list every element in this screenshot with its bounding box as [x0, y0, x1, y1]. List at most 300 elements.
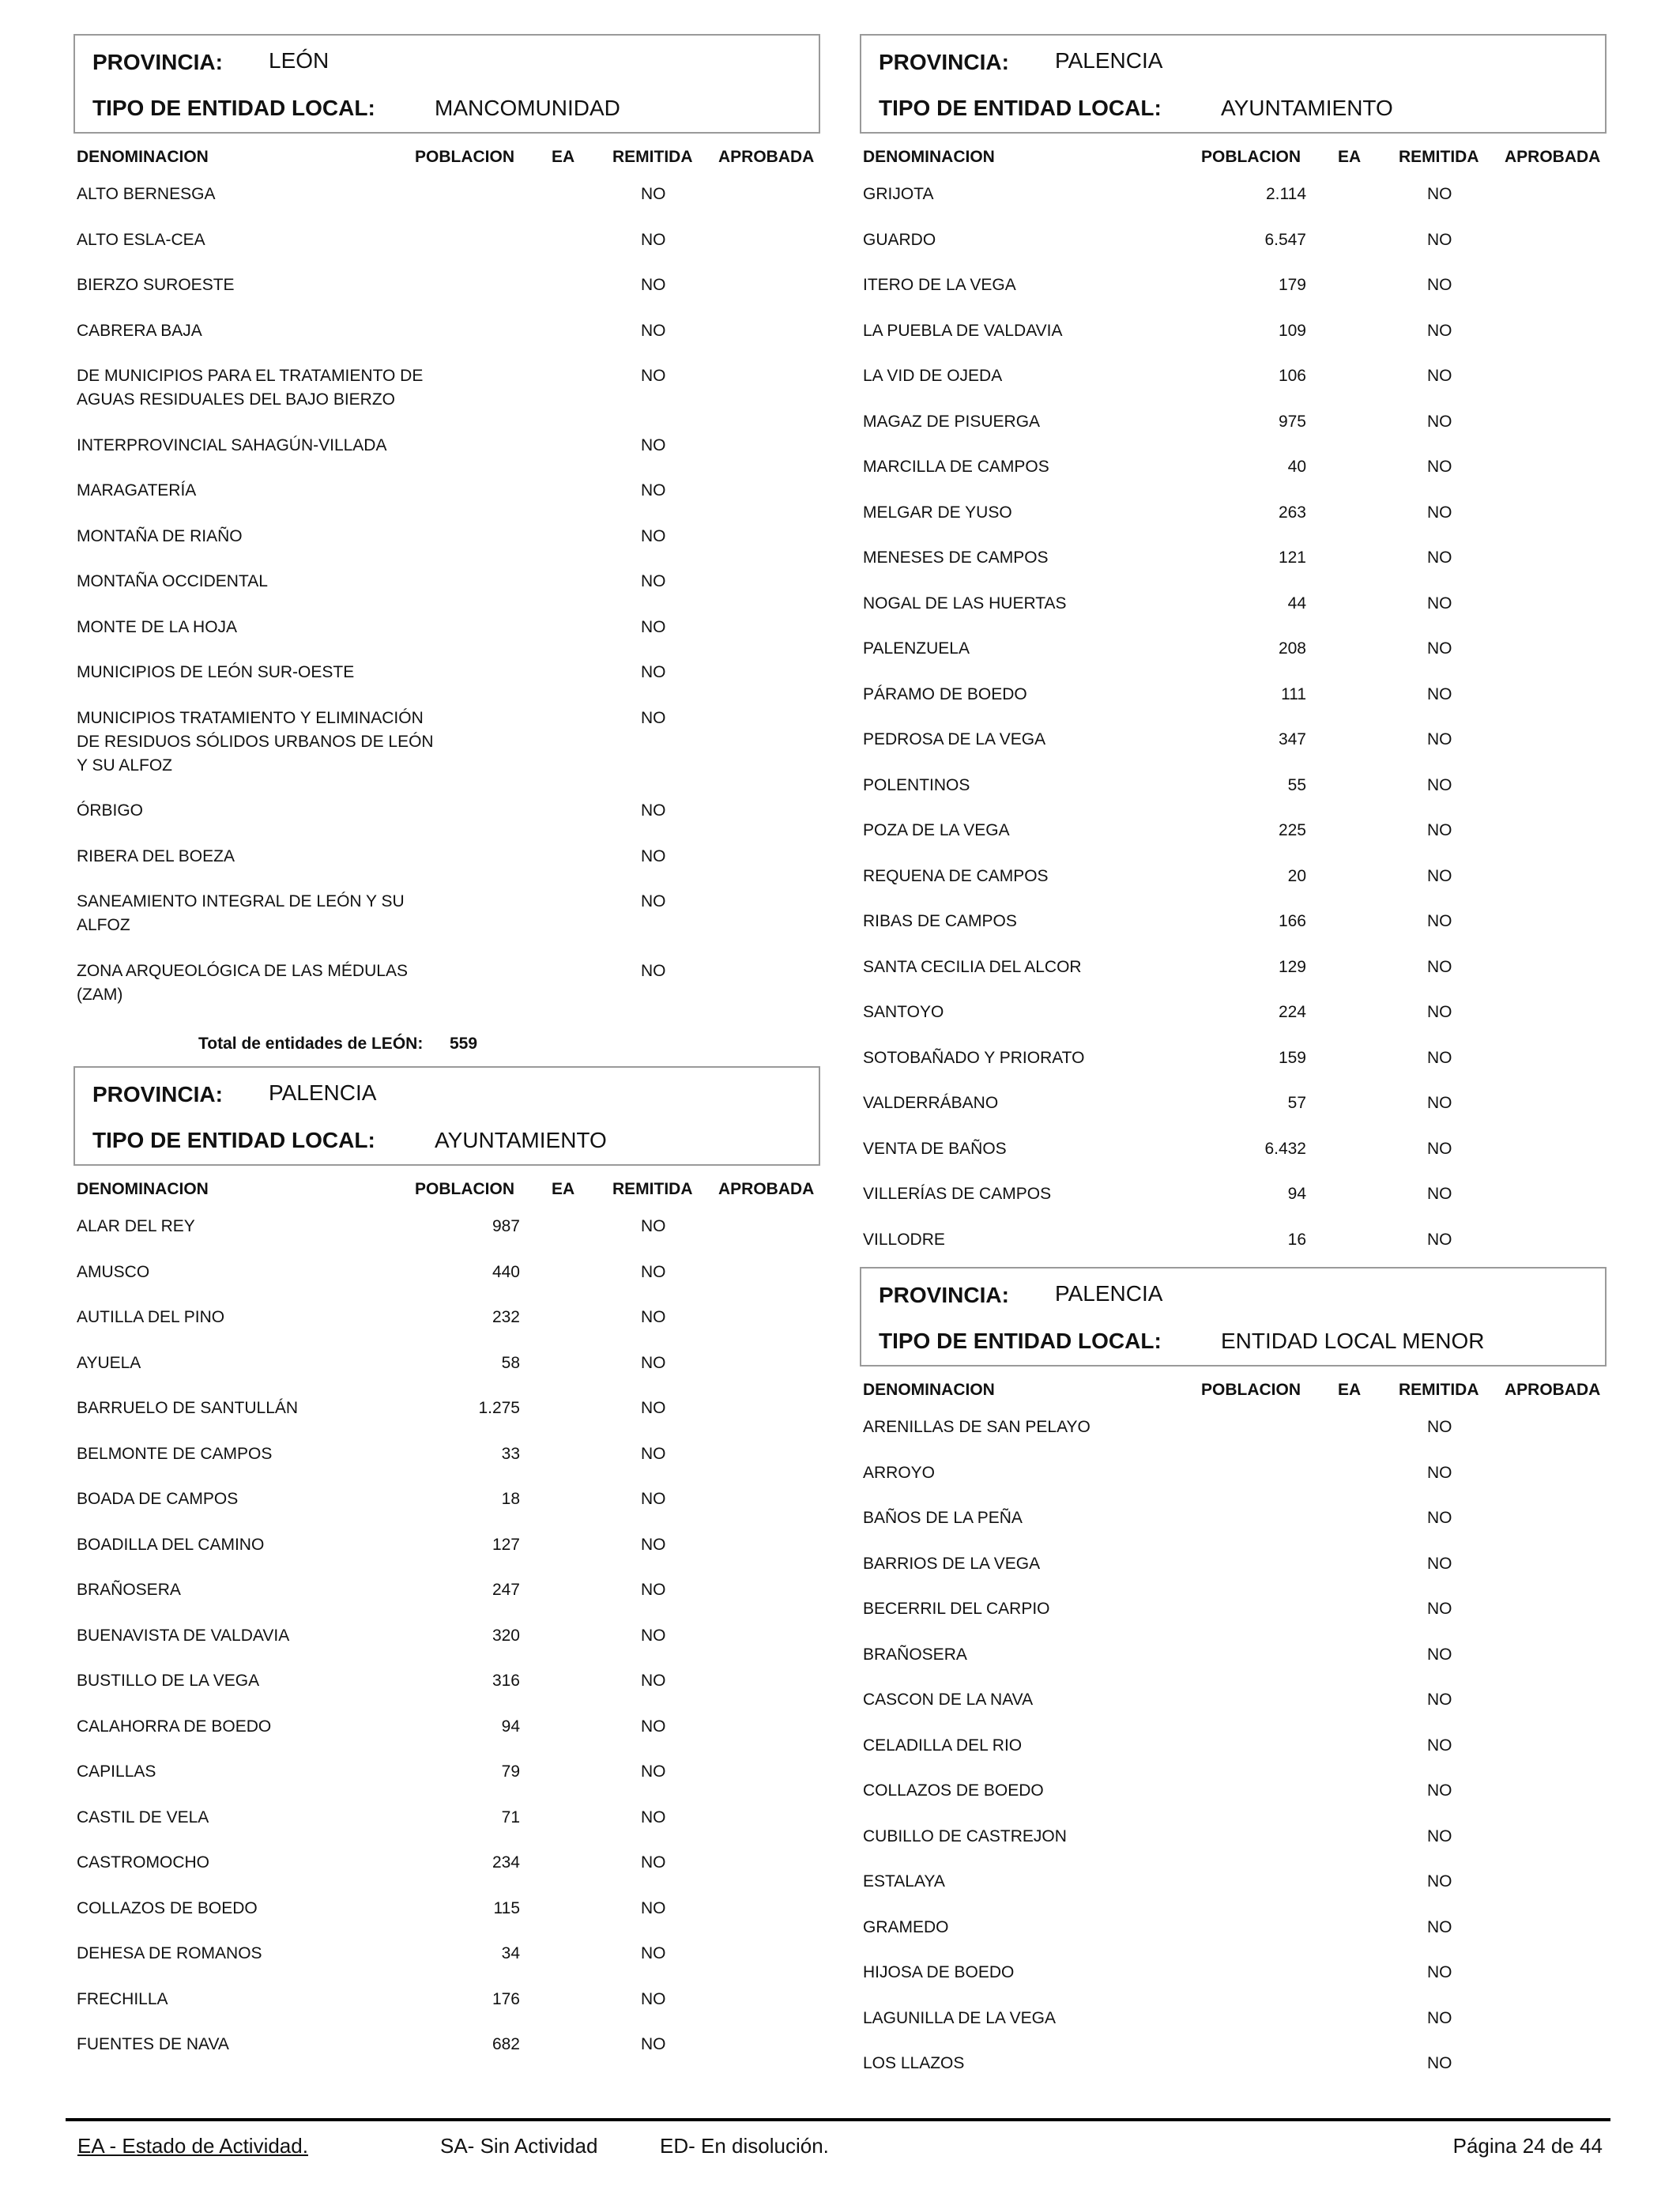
row-poblacion: 224 [1278, 1003, 1306, 1021]
table-row [73, 1891, 820, 1936]
row-remitida: NO [641, 1217, 666, 1235]
table-row [73, 1299, 820, 1345]
table-row [73, 267, 820, 313]
table-row [73, 564, 820, 609]
row-poblacion: 320 [492, 1626, 520, 1645]
table-row [73, 1390, 820, 1436]
row-denominacion: MENESES DE CAMPOS [863, 548, 1049, 567]
row-remitida: NO [1427, 185, 1452, 203]
row-denominacion: BIERZO SUROESTE [77, 276, 235, 294]
row-denominacion: DE MUNICIPIOS PARA EL TRATAMIENTO DE AGUAS RESIDUALES DEL BAJO BIERZO [77, 367, 424, 409]
table-row [860, 1819, 1607, 1864]
table-row [860, 1546, 1607, 1592]
row-poblacion: 106 [1278, 367, 1306, 385]
table-row [73, 1481, 820, 1527]
row-poblacion: 225 [1278, 821, 1306, 839]
table-row [860, 586, 1607, 631]
row-denominacion: CASCON DE LA NAVA [863, 1691, 1034, 1709]
row-remitida: NO [641, 185, 666, 203]
row-poblacion: 94 [501, 1717, 520, 1736]
row-remitida: NO [1427, 1554, 1452, 1573]
row-poblacion: 40 [1287, 458, 1306, 476]
table-row [860, 1682, 1607, 1728]
row-denominacion: BARRIOS DE LA VEGA [863, 1554, 1041, 1573]
row-denominacion: PALENZUELA [863, 639, 970, 658]
row-remitida: NO [641, 1717, 666, 1736]
table-row [73, 1800, 820, 1845]
row-denominacion: ARENILLAS DE SAN PELAYO [863, 1418, 1090, 1436]
table-row [73, 1709, 820, 1755]
header-remitida: REMITIDA [1399, 1381, 1479, 1399]
table-row [860, 1500, 1607, 1546]
row-remitida: NO [1427, 230, 1452, 249]
table-row [860, 404, 1607, 450]
row-denominacion: LA PUEBLA DE VALDAVIA [863, 321, 1063, 340]
table-row [73, 1527, 820, 1573]
row-remitida: NO [641, 481, 666, 499]
row-remitida: NO [641, 1898, 666, 1917]
row-denominacion: ZONA ARQUEOLÓGICA DE LAS MÉDULAS (ZAM) [77, 961, 408, 1004]
row-remitida: NO [641, 1490, 666, 1508]
row-remitida: NO [1427, 1230, 1452, 1249]
row-denominacion: ALTO BERNESGA [77, 185, 216, 203]
row-poblacion: 111 [1281, 684, 1306, 703]
row-denominacion: INTERPROVINCIAL SAHAGÚN-VILLADA [77, 435, 387, 454]
row-remitida: NO [1427, 276, 1452, 294]
row-poblacion: 208 [1278, 639, 1306, 658]
row-denominacion: BELMONTE DE CAMPOS [77, 1444, 273, 1463]
footer-divider [66, 2118, 1610, 2121]
table-row [860, 1040, 1607, 1086]
provincia-value: PALENCIA [1055, 1281, 1163, 1306]
row-remitida: NO [641, 1762, 666, 1781]
header-aprobada: APROBADA [1505, 148, 1601, 166]
table-header [860, 1367, 1607, 1409]
row-denominacion: POZA DE LA VEGA [863, 821, 1010, 839]
header-denominacion: DENOMINACION [863, 148, 995, 166]
table-row [860, 767, 1607, 813]
header-ea: EA [552, 1180, 575, 1198]
row-remitida: NO [1427, 1094, 1452, 1112]
row-remitida: NO [1427, 1509, 1452, 1527]
row-denominacion: AUTILLA DEL PINO [77, 1308, 225, 1326]
row-denominacion: MAGAZ DE PISUERGA [863, 412, 1041, 431]
row-remitida: NO [641, 1535, 666, 1554]
row-denominacion: LOS LLAZOS [863, 2054, 965, 2072]
row-poblacion: 57 [1287, 1094, 1306, 1112]
province-box [860, 34, 1607, 134]
row-denominacion: REQUENA DE CAMPOS [863, 866, 1049, 885]
table-body [73, 1208, 820, 2072]
provincia-label: PROVINCIA: [879, 1283, 1009, 1307]
header-remitida: REMITIDA [612, 1180, 693, 1198]
table-row [73, 473, 820, 518]
row-poblacion: 440 [492, 1262, 520, 1281]
header-ea: EA [1338, 1381, 1362, 1399]
row-remitida: NO [1427, 1600, 1452, 1618]
row-remitida: NO [1427, 730, 1452, 748]
right-column [860, 34, 1607, 2091]
total-row [73, 1022, 820, 1066]
table-row [860, 1222, 1607, 1268]
row-remitida: NO [1427, 321, 1452, 340]
row-denominacion: MONTAÑA DE RIAÑO [77, 526, 243, 545]
row-remitida: NO [1427, 1691, 1452, 1709]
row-denominacion: SANTOYO [863, 1003, 944, 1021]
row-remitida: NO [641, 801, 666, 820]
row-poblacion: 44 [1287, 594, 1306, 613]
row-poblacion: 6.432 [1264, 1139, 1306, 1158]
row-denominacion: CASTROMOCHO [77, 1853, 209, 1872]
row-poblacion: 20 [1287, 866, 1306, 885]
table-row [860, 1176, 1607, 1222]
row-poblacion: 234 [492, 1853, 520, 1872]
row-denominacion: BUENAVISTA DE VALDAVIA [77, 1626, 290, 1645]
row-denominacion: SANEAMIENTO INTEGRAL DE LEÓN Y SU ALFOZ [77, 892, 405, 934]
row-denominacion: BRAÑOSERA [863, 1645, 967, 1664]
row-denominacion: BOADA DE CAMPOS [77, 1490, 239, 1508]
table-row [860, 1773, 1607, 1819]
table-row [73, 2026, 820, 2072]
province-box [73, 1066, 820, 1166]
row-remitida: NO [641, 663, 666, 681]
row-remitida: NO [1427, 412, 1452, 431]
row-poblacion: 121 [1278, 548, 1306, 567]
row-remitida: NO [641, 1353, 666, 1372]
table-row [73, 358, 820, 428]
row-denominacion: ITERO DE LA VEGA [863, 276, 1016, 294]
row-denominacion: COLLAZOS DE BOEDO [77, 1898, 258, 1917]
row-denominacion: GRIJOTA [863, 185, 934, 203]
row-remitida: NO [1427, 775, 1452, 794]
row-remitida: NO [641, 435, 666, 454]
row-denominacion: SOTOBAÑADO Y PRIORATO [863, 1048, 1085, 1067]
row-remitida: NO [641, 1944, 666, 1962]
row-remitida: NO [1427, 1826, 1452, 1845]
table-row [73, 839, 820, 884]
table-row [860, 722, 1607, 767]
table-row [860, 222, 1607, 268]
table-row [73, 1754, 820, 1800]
table-body [73, 176, 820, 1022]
row-denominacion: BARRUELO DE SANTULLÁN [77, 1399, 299, 1417]
row-denominacion: MELGAR DE YUSO [863, 503, 1012, 522]
tipo-label: TIPO DE ENTIDAD LOCAL: [879, 96, 1162, 120]
row-poblacion: 316 [492, 1672, 520, 1690]
section-leon-mancomunidad [73, 34, 820, 1066]
row-denominacion: VENTA DE BAÑOS [863, 1139, 1007, 1158]
table-row [73, 1572, 820, 1618]
row-poblacion: 6.547 [1264, 230, 1306, 249]
row-poblacion: 109 [1278, 321, 1306, 340]
row-remitida: NO [1427, 912, 1452, 930]
table-row [73, 609, 820, 655]
row-denominacion: MONTAÑA OCCIDENTAL [77, 572, 268, 590]
row-denominacion: BUSTILLO DE LA VEGA [77, 1672, 260, 1690]
row-denominacion: CALAHORRA DE BOEDO [77, 1717, 272, 1736]
row-remitida: NO [641, 1581, 666, 1599]
row-remitida: NO [641, 1262, 666, 1281]
header-ea: EA [1338, 148, 1362, 166]
header-denominacion: DENOMINACION [77, 148, 209, 166]
table-row [860, 267, 1607, 313]
table-row [860, 1637, 1607, 1683]
row-denominacion: BECERRIL DEL CARPIO [863, 1600, 1050, 1618]
row-denominacion: ÓRBIGO [77, 801, 144, 820]
row-remitida: NO [1427, 821, 1452, 839]
row-remitida: NO [1427, 684, 1452, 703]
provincia-label: PROVINCIA: [92, 50, 223, 74]
row-denominacion: FUENTES DE NAVA [77, 2035, 229, 2053]
row-poblacion: 58 [501, 1353, 520, 1372]
row-poblacion: 115 [493, 1898, 520, 1917]
footer-sa-legend: SA- Sin Actividad [440, 2134, 598, 2158]
row-poblacion: 94 [1287, 1185, 1306, 1203]
header-ea: EA [552, 148, 575, 166]
province-box [860, 1267, 1607, 1367]
row-remitida: NO [1427, 1645, 1452, 1664]
row-poblacion: 79 [501, 1762, 520, 1781]
table-row [860, 1909, 1607, 1955]
table-row [860, 1955, 1607, 2000]
row-remitida: NO [1427, 594, 1452, 613]
table-row [73, 176, 820, 222]
row-denominacion: CELADILLA DEL RIO [863, 1736, 1023, 1755]
row-denominacion: COLLAZOS DE BOEDO [863, 1781, 1044, 1800]
section-palencia-ayuntamiento-left [73, 1066, 820, 2072]
tipo-label: TIPO DE ENTIDAD LOCAL: [92, 96, 375, 120]
row-poblacion: 33 [501, 1444, 520, 1463]
row-remitida: NO [1427, 957, 1452, 976]
row-denominacion: VILLERÍAS DE CAMPOS [863, 1185, 1052, 1203]
row-remitida: NO [1427, 1963, 1452, 1981]
row-remitida: NO [641, 846, 666, 865]
provincia-value: LEÓN [269, 48, 330, 73]
table-row [73, 953, 820, 1023]
table-body [860, 1409, 1607, 2091]
header-remitida: REMITIDA [1399, 148, 1479, 166]
row-remitida: NO [1427, 1048, 1452, 1067]
row-poblacion: 55 [1287, 775, 1306, 794]
table-row [860, 540, 1607, 586]
table-header [73, 1166, 820, 1208]
header-remitida: REMITIDA [612, 148, 693, 166]
table-row [860, 677, 1607, 722]
table-row [860, 1728, 1607, 1774]
table-row [73, 1208, 820, 1254]
row-remitida: NO [1427, 367, 1452, 385]
table-row [73, 222, 820, 268]
provincia-label: PROVINCIA: [92, 1082, 223, 1106]
section-palencia-entidad-local-menor [860, 1267, 1607, 2091]
table-header [860, 134, 1607, 176]
row-denominacion: BRAÑOSERA [77, 1581, 181, 1599]
row-remitida: NO [1427, 1185, 1452, 1203]
row-denominacion: RIBAS DE CAMPOS [863, 912, 1017, 930]
row-denominacion: ESTALAYA [863, 1872, 945, 1891]
row-denominacion: GUARDO [863, 230, 936, 249]
row-remitida: NO [1427, 458, 1452, 476]
header-denominacion: DENOMINACION [863, 1381, 995, 1399]
row-denominacion: CASTIL DE VELA [77, 1808, 209, 1826]
row-denominacion: FRECHILLA [77, 1989, 168, 2008]
provincia-value: PALENCIA [269, 1080, 377, 1105]
row-denominacion: POLENTINOS [863, 775, 970, 794]
row-denominacion: ARROYO [863, 1463, 936, 1482]
row-denominacion: GRAMEDO [863, 1917, 949, 1936]
row-remitida: NO [641, 1672, 666, 1690]
table-row [860, 358, 1607, 404]
tipo-label: TIPO DE ENTIDAD LOCAL: [879, 1329, 1162, 1353]
row-poblacion: 176 [492, 1989, 520, 2008]
header-denominacion: DENOMINACION [77, 1180, 209, 1198]
table-row [860, 176, 1607, 222]
row-denominacion: ALTO ESLA-CEA [77, 230, 205, 249]
row-poblacion: 682 [492, 2035, 520, 2053]
row-remitida: NO [1427, 1781, 1452, 1800]
row-remitida: NO [641, 572, 666, 590]
row-denominacion: CABRERA BAJA [77, 321, 202, 340]
row-poblacion: 2.114 [1266, 185, 1306, 203]
row-denominacion: MARCILLA DE CAMPOS [863, 458, 1049, 476]
header-poblacion: POBLACION [1201, 1381, 1301, 1399]
row-denominacion: MARAGATERÍA [77, 481, 197, 499]
header-poblacion: POBLACION [415, 1180, 514, 1198]
table-row [73, 654, 820, 700]
row-denominacion: LAGUNILLA DE LA VEGA [863, 2008, 1056, 2027]
page-number: Página 24 de 44 [1452, 2134, 1603, 2158]
table-row [860, 1085, 1607, 1131]
tipo-label: TIPO DE ENTIDAD LOCAL: [92, 1128, 375, 1152]
province-box [73, 34, 820, 134]
row-remitida: NO [641, 1308, 666, 1326]
table-row [73, 1436, 820, 1482]
row-denominacion: LA VID DE OJEDA [863, 367, 1003, 385]
row-poblacion: 127 [492, 1535, 520, 1554]
row-remitida: NO [641, 1626, 666, 1645]
table-row [860, 903, 1607, 949]
row-denominacion: HIJOSA DE BOEDO [863, 1963, 1015, 1981]
tipo-value: ENTIDAD LOCAL MENOR [1221, 1329, 1485, 1353]
header-poblacion: POBLACION [415, 148, 514, 166]
table-row [73, 1981, 820, 2027]
row-remitida: NO [641, 1853, 666, 1872]
row-poblacion: 987 [492, 1217, 520, 1235]
row-remitida: NO [1427, 866, 1452, 885]
table-row [860, 1455, 1607, 1501]
row-remitida: NO [1427, 1139, 1452, 1158]
tipo-value: AYUNTAMIENTO [1221, 96, 1393, 120]
header-aprobada: APROBADA [718, 148, 815, 166]
row-remitida: NO [641, 961, 666, 980]
table-row [860, 495, 1607, 541]
footer-ea-legend: EA - Estado de Actividad. [77, 2134, 308, 2158]
row-poblacion: 16 [1287, 1230, 1306, 1249]
row-denominacion: MONTE DE LA HOJA [77, 617, 238, 636]
table-row [860, 858, 1607, 904]
row-remitida: NO [1427, 548, 1452, 567]
row-remitida: NO [1427, 1003, 1452, 1021]
row-poblacion: 179 [1278, 276, 1306, 294]
table-row [860, 1591, 1607, 1637]
footer-ed-legend: ED- En disolución. [660, 2134, 829, 2158]
row-remitida: NO [641, 1989, 666, 2008]
row-remitida: NO [641, 321, 666, 340]
row-denominacion: ALAR DEL REY [77, 1217, 195, 1235]
row-poblacion: 34 [501, 1944, 520, 1962]
table-row [73, 518, 820, 564]
row-denominacion: MUNICIPIOS DE LEÓN SUR-OESTE [77, 663, 355, 681]
row-remitida: NO [641, 526, 666, 545]
table-row [860, 1409, 1607, 1455]
table-row [860, 994, 1607, 1040]
total-value: 559 [450, 1035, 478, 1053]
row-remitida: NO [641, 230, 666, 249]
section-palencia-ayuntamiento-right [860, 34, 1607, 1267]
row-denominacion: VALDERRÁBANO [863, 1094, 999, 1112]
row-poblacion: 1.275 [478, 1399, 520, 1417]
row-poblacion: 129 [1278, 957, 1306, 976]
table-row [73, 1345, 820, 1391]
row-remitida: NO [641, 1444, 666, 1463]
row-poblacion: 159 [1278, 1048, 1306, 1067]
row-remitida: NO [1427, 2008, 1452, 2027]
row-denominacion: MUNICIPIOS TRATAMIENTO Y ELIMINACIÓN DE RESIDUOS SÓLIDOS URBANOS DE LEÓN Y SU ALFOZ [77, 708, 434, 775]
provincia-label: PROVINCIA: [879, 50, 1009, 74]
row-denominacion: PEDROSA DE LA VEGA [863, 730, 1046, 748]
row-remitida: NO [641, 892, 666, 910]
header-aprobada: APROBADA [1505, 1381, 1601, 1399]
table-row [73, 1845, 820, 1891]
row-poblacion: 347 [1278, 730, 1306, 748]
row-remitida: NO [641, 367, 666, 385]
row-remitida: NO [641, 1808, 666, 1826]
row-remitida: NO [1427, 1736, 1452, 1755]
provincia-value: PALENCIA [1055, 48, 1163, 73]
table-body [860, 176, 1607, 1267]
row-remitida: NO [1427, 1872, 1452, 1891]
table-row [73, 313, 820, 359]
row-denominacion: BAÑOS DE LA PEÑA [863, 1509, 1023, 1527]
row-denominacion: CUBILLO DE CASTREJON [863, 1826, 1067, 1845]
row-poblacion: 975 [1278, 412, 1306, 431]
row-poblacion: 247 [492, 1581, 520, 1599]
row-remitida: NO [641, 708, 666, 727]
table-row [860, 949, 1607, 995]
table-row [73, 700, 820, 794]
row-denominacion: NOGAL DE LAS HUERTAS [863, 594, 1067, 613]
table-row [860, 812, 1607, 858]
row-remitida: NO [1427, 503, 1452, 522]
table-row [73, 1936, 820, 1981]
row-remitida: NO [641, 2035, 666, 2053]
left-column [73, 34, 820, 2072]
row-denominacion: VILLODRE [863, 1230, 945, 1249]
row-poblacion: 263 [1278, 503, 1306, 522]
header-aprobada: APROBADA [718, 1180, 815, 1198]
tipo-value: MANCOMUNIDAD [435, 96, 620, 120]
row-poblacion: 71 [501, 1808, 520, 1826]
row-denominacion: SANTA CECILIA DEL ALCOR [863, 957, 1082, 976]
row-poblacion: 232 [492, 1308, 520, 1326]
table-row [860, 1864, 1607, 1909]
table-row [860, 313, 1607, 359]
table-row [860, 1131, 1607, 1177]
row-remitida: NO [1427, 1917, 1452, 1936]
table-row [860, 631, 1607, 677]
table-row [73, 793, 820, 839]
row-remitida: NO [1427, 2054, 1452, 2072]
